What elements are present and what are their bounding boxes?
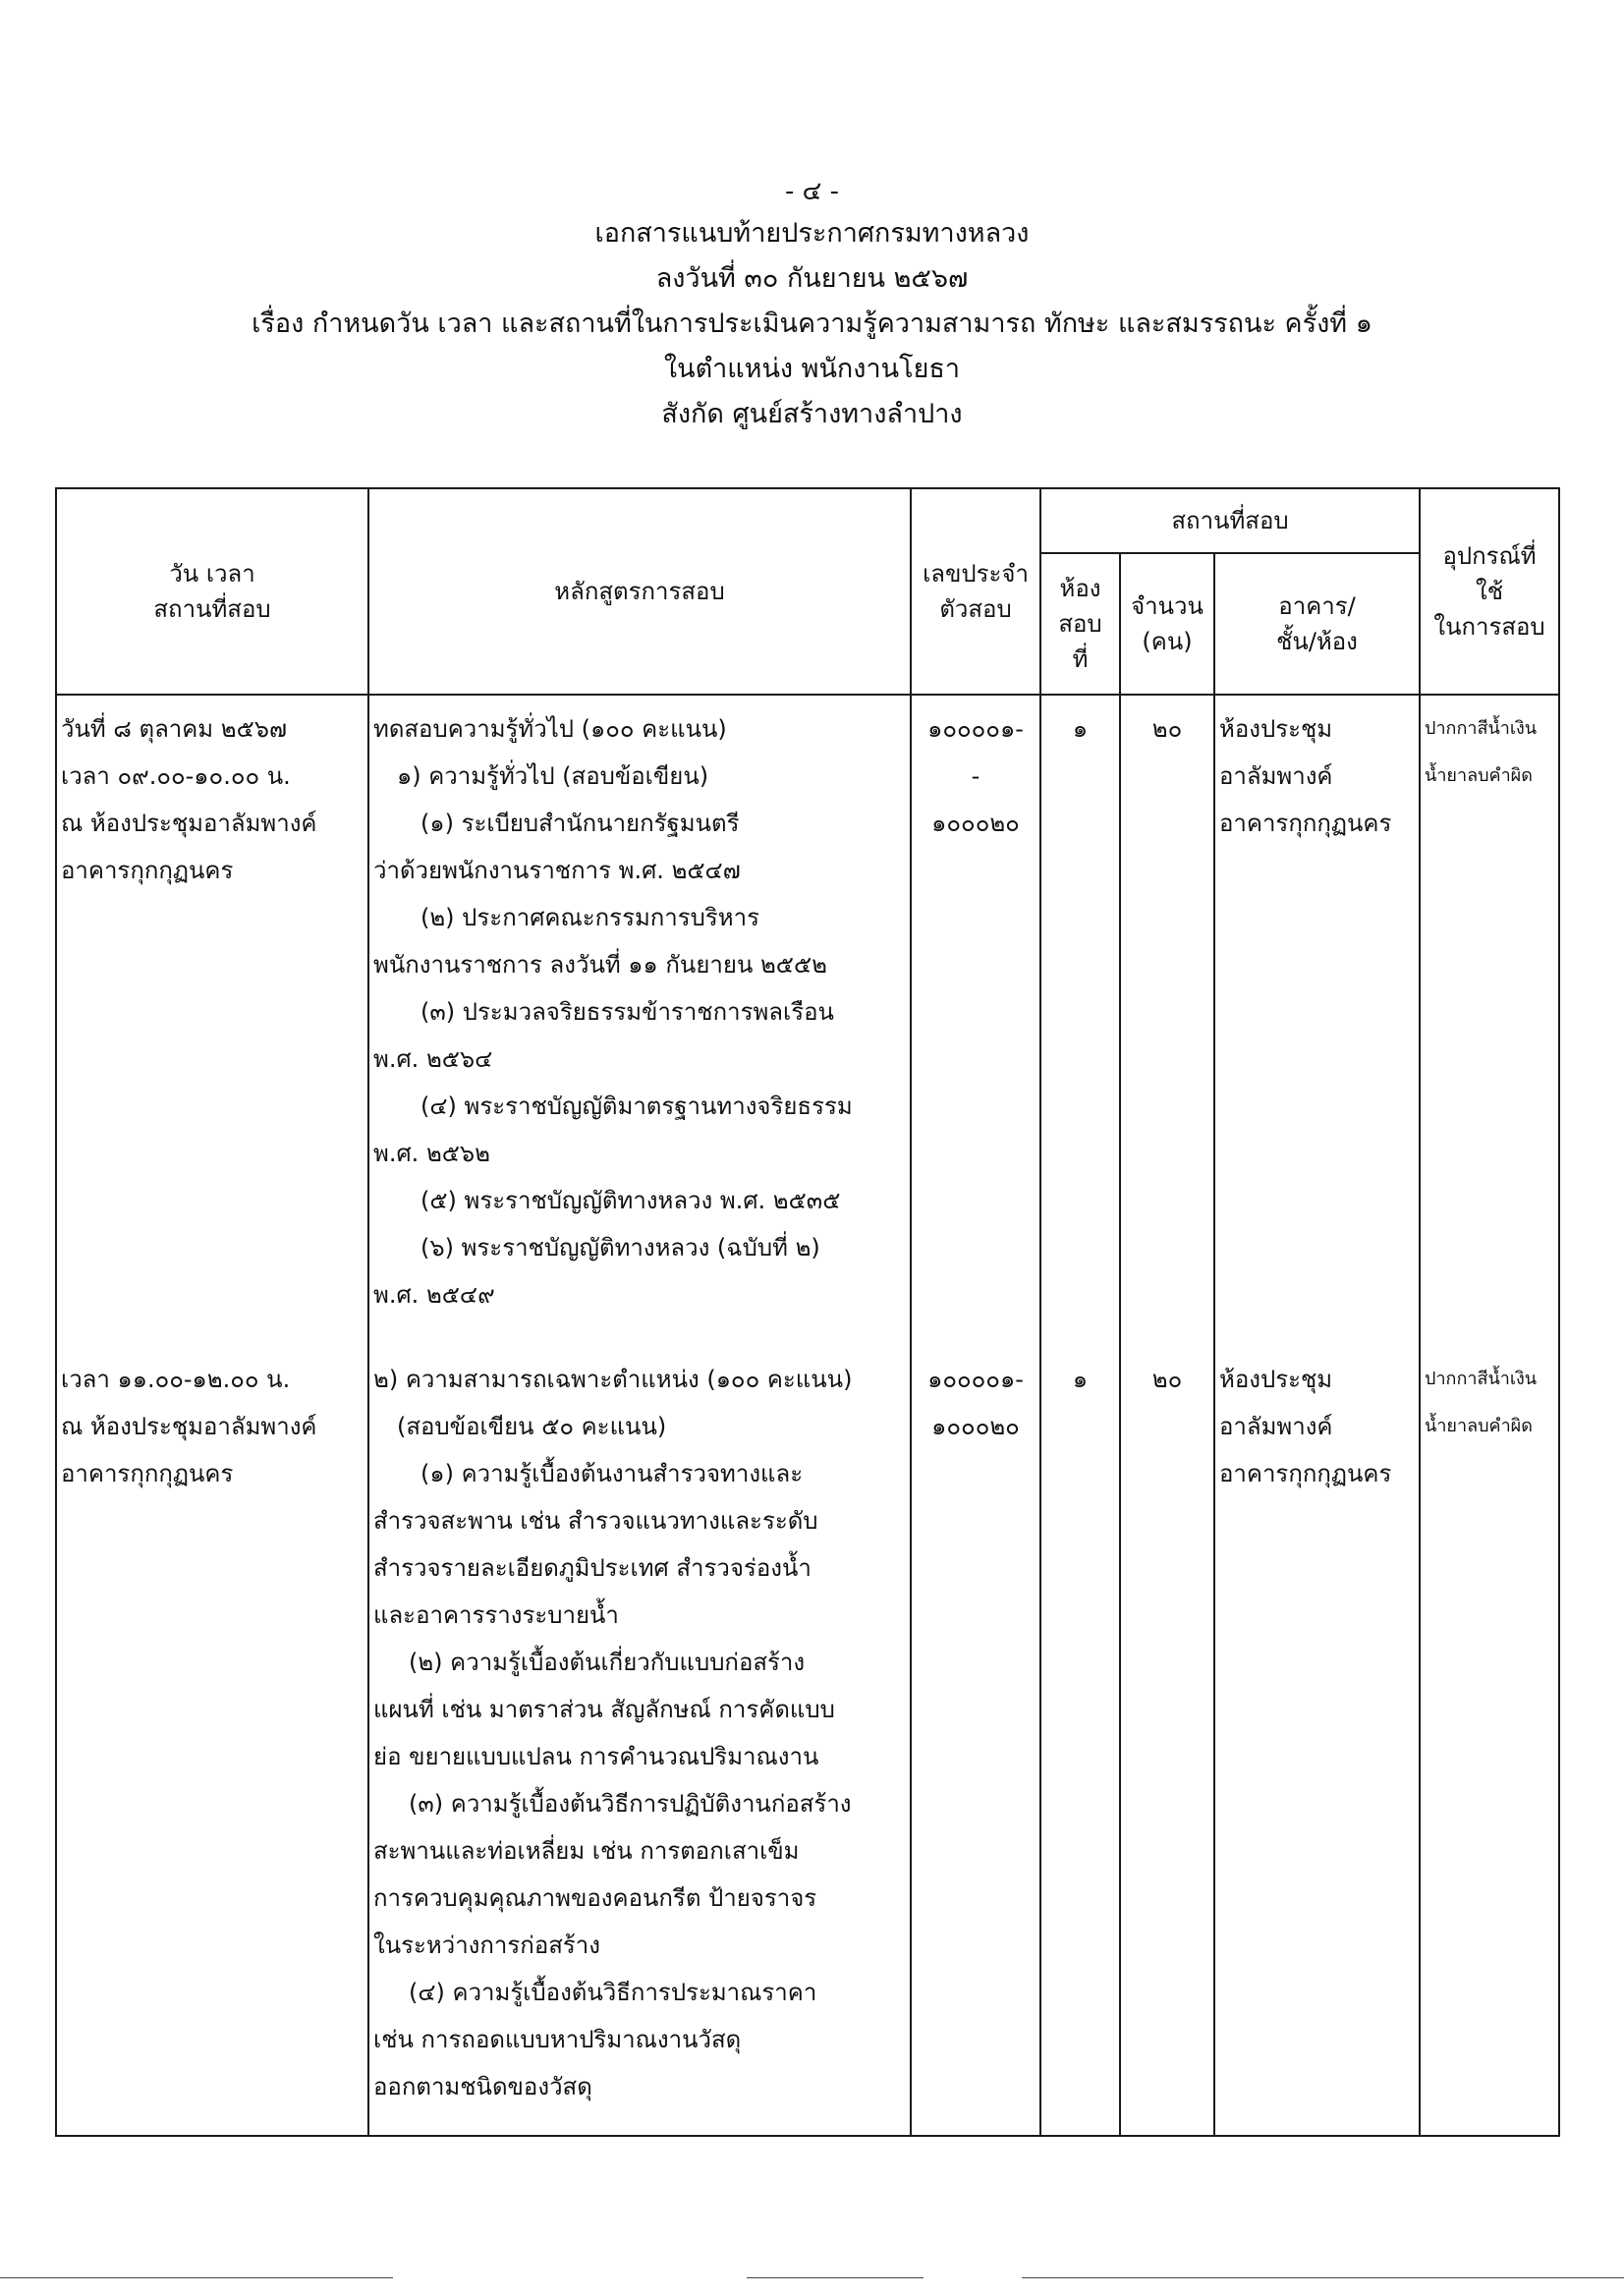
- exam-schedule-table: [55, 487, 1560, 2137]
- col-room: ห้อง สอบ ที่: [1040, 553, 1120, 695]
- building-cell: ห้องประชุม อาลัมพางค์ อาคารกุกกุฏนคร: [1214, 1354, 1420, 2136]
- seat-number-cell: ๑๐๐๐๐๑- ๑๐๐๐๒๐: [911, 1354, 1040, 2136]
- equipment-cell: ปากกาสีน้ำเงิน น้ำยาลบคำผิด: [1420, 695, 1559, 1354]
- table-row: [56, 695, 1559, 1354]
- equipment-cell: ปากกาสีน้ำเงิน น้ำยาลบคำผิด: [1420, 1354, 1559, 2136]
- date-venue-cell: เวลา ๑๑.๐๐-๑๒.๐๐ น. ณ ห้องประชุมอาลัมพางค์ อาคารกุกกุฏนคร: [56, 1354, 368, 2136]
- header-title: เอกสารแนบท้ายประกาศกรมทางหลวง: [594, 218, 1030, 249]
- date-venue-cell: วันที่ ๘ ตุลาคม ๒๕๖๗ เวลา ๐๙.๐๐-๑๐.๐๐ น. ณ ห้องประชุมอาลัมพางค์ อาคารกุกกุฏนคร: [56, 695, 368, 1354]
- room-cell: ๑: [1040, 1354, 1120, 2136]
- header-position: ในตำแหน่ง พนักงานโยธา: [663, 354, 961, 384]
- header-subject: เรื่อง กำหนดวัน เวลา และสถานที่ในการประเมินความรู้ความสามารถ ทักษะ และสมรรถนะ ครั้งที่ ๑: [252, 308, 1372, 339]
- col-date-venue: วัน เวลา สถานที่สอบ: [56, 488, 368, 695]
- scan-artifact-line: [1022, 2277, 1624, 2278]
- col-equipment: อุปกรณ์ที่ ใช้ ในการสอบ: [1420, 488, 1559, 695]
- curriculum-cell: ๒) ความสามารถเฉพาะตำแหน่ง (๑๐๐ คะแนน) (สอบข้อเขียน ๕๐ คะแนน) (๑) ความรู้เบื้องต้นงานสำรวจทางและ สำรวจสะพาน เช่น สำรวจแนวทางและระดับ สำรวจรายละเอียดภูมิประเทศ สำรวจร่องน้ำ และอาคารรางระบายน้ำ (๒) ความรู้เบื้องต้นเกี่ยวกับแบบก่อสร้าง แผนที่ เช่น มาตราส่วน สัญลักษณ์ การคัดแบบ ย่อ ขยายแบบแปลน การคำนวณปริมาณงาน (๓) ความรู้เบื้องต้นวิธีการปฏิบัติงานก่อสร้าง สะพานและท่อเหลี่ยม เช่น การตอกเสาเข็ม การควบคุมคุณภาพของคอนกรีต ป้ายจราจร ในระหว่างการก่อสร้าง (๔) ความรู้เบื้องต้นวิธีการประมาณราคา เช่น การถอดแบบหาปริมาณงานวัสดุ ออกตามชนิดของวัสดุ: [368, 1354, 911, 2136]
- scan-artifact-line: [747, 2277, 924, 2278]
- header-date: ลงวันที่ ๓๐ กันยายน ๒๕๖๗: [655, 263, 969, 294]
- col-venue-group: สถานที่สอบ: [1040, 488, 1420, 553]
- count-cell: ๒๐: [1120, 1354, 1214, 2136]
- page-number: - ๔ -: [785, 177, 839, 206]
- room-cell: ๑: [1040, 695, 1120, 1354]
- table-row: [56, 1354, 1559, 2136]
- building-cell: ห้องประชุม อาลัมพางค์ อาคารกุกกุฏนคร: [1214, 695, 1420, 1354]
- header-affiliation: สังกัด ศูนย์สร้างทางลำปาง: [661, 399, 963, 429]
- scan-artifact-line: [0, 2277, 393, 2278]
- col-seat-numbers: เลขประจำ ตัวสอบ: [911, 488, 1040, 695]
- document-header: [0, 172, 1624, 437]
- col-curriculum: หลักสูตรการสอบ: [368, 488, 911, 695]
- seat-number-cell: ๑๐๐๐๐๑- - ๑๐๐๐๒๐: [911, 695, 1040, 1354]
- col-building: อาคาร/ ชั้น/ห้อง: [1214, 553, 1420, 695]
- curriculum-cell: ทดสอบความรู้ทั่วไป (๑๐๐ คะแนน) ๑) ความรู้ทั่วไป (สอบข้อเขียน) (๑) ระเบียบสำนักนายกรัฐมนตรี ว่าด้วยพนักงานราชการ พ.ศ. ๒๕๔๗ (๒) ประกาศคณะกรรมการบริหาร พนักงานราชการ ลงวันที่ ๑๑ กันยายน ๒๕๕๒ (๓) ประมวลจริยธรรมข้าราชการพลเรือน พ.ศ. ๒๕๖๔ (๔) พระราชบัญญัติมาตรฐานทางจริยธรรม พ.ศ. ๒๕๖๒ (๕) พระราชบัญญัติทางหลวง พ.ศ. ๒๕๓๕ (๖) พระราชบัญญัติทางหลวง (ฉบับที่ ๒) พ.ศ. ๒๕๔๙: [368, 695, 911, 1354]
- col-count: จำนวน (คน): [1120, 553, 1214, 695]
- count-cell: ๒๐: [1120, 695, 1214, 1354]
